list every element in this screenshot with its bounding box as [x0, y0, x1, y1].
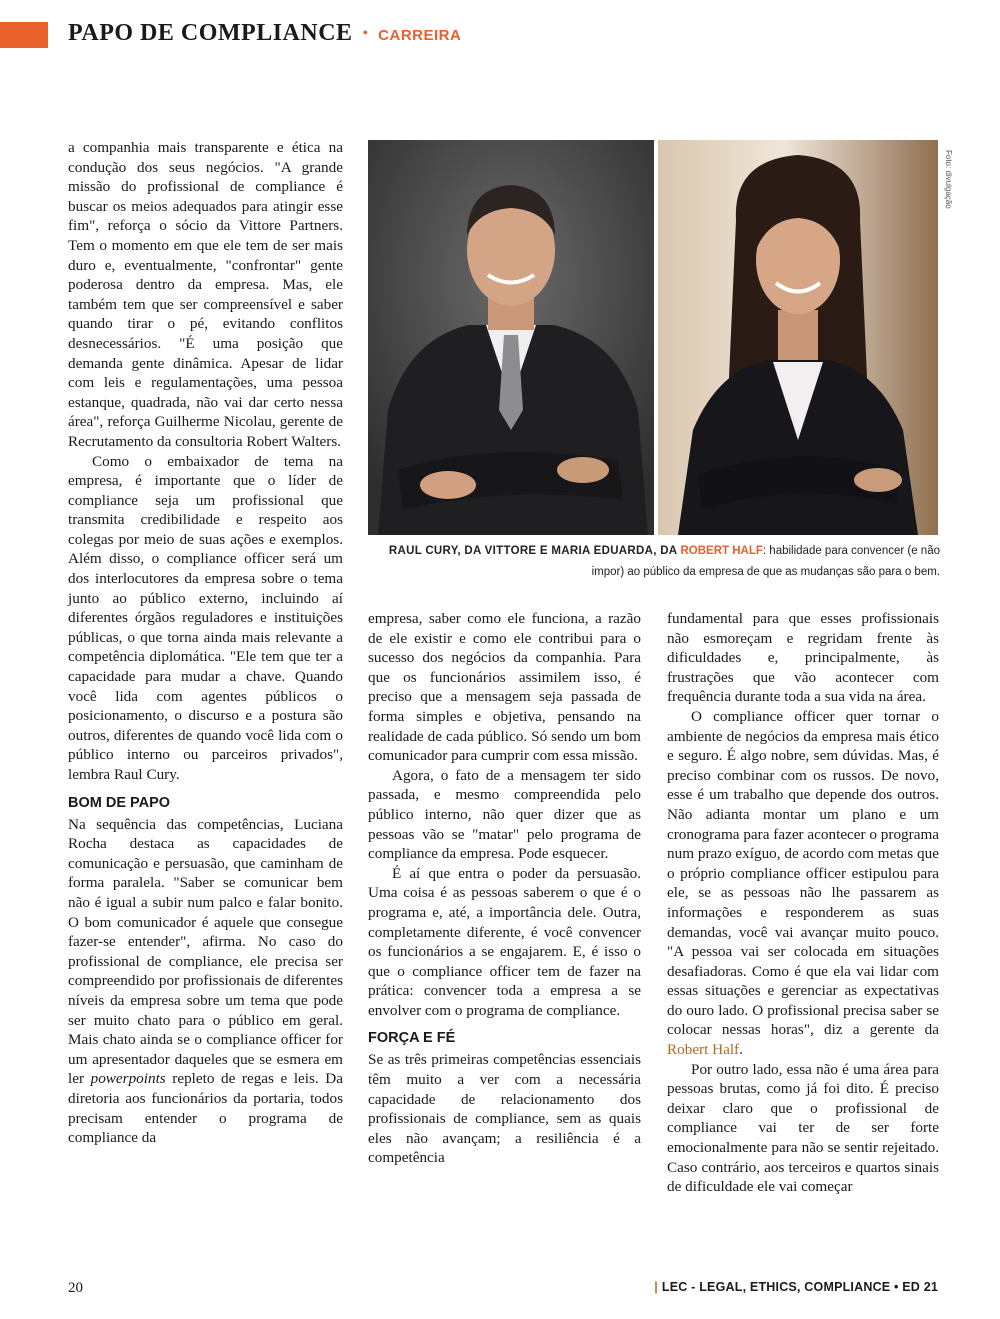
section-color-tab — [0, 22, 48, 48]
subheading-forca-e-fe: FORÇA E FÉ — [368, 1030, 456, 1047]
photo-credit: Foto: divulgação — [944, 150, 953, 209]
paragraph: a companhia mais transparente e ética na condução dos seus negócios. "A grande missão do profissional de compliance é buscar os meios adequados para atingir esse fim", reforça o sócio da Vittore Partners. Tem o momento em que ele tem de ser mais duro e, eventualmente, "confrontar" gente poderosa dentro da empresa. Mas, ele também tem que ser compreensível e saber quando tirar o pé, evitando conflitos desnecessários. "É uma posição que demanda gente dinâmica. Apesar de lidar com leis e regulamentações, uma pessoa estanque, quadrada, não vai dar certo nessa área", reforça Guilherme Nicolau, gerente de Recrutamento da consultoria Robert Walters. — [68, 139, 343, 450]
header-separator: • — [362, 25, 369, 42]
paragraph-text: . — [739, 1041, 743, 1059]
paragraph: Agora, o fato de a mensagem ter sido passada, e mesmo compreendida pelo público interno, não quer dizer que as pessoas vão se "matar" pelo programa de compliance da empresa. Pode esquecer. — [368, 766, 641, 863]
caption-company: ROBERT HALF — [680, 545, 763, 557]
paragraph: empresa, saber como ele funciona, a razão de ele existir e como ele contribui para o sucesso dos negócios da companhia. Para que os funcionários assimilem isso, é preciso que a mensagem seja passada de forma simples e objetiva, pensando na realidade de cada público. Só sendo um bom comunicador para cumprir com essa missão. — [368, 610, 641, 765]
caption-names: RAUL CURY, DA VITTORE E MARIA EDUARDA, DA — [388, 545, 681, 557]
paragraph-text: O compliance officer quer tornar o ambiente de negócios da empresa mais ético e seguro. É algo nobre, sem dúvidas. Mas, é preciso combinar com os russos. De novo, esse é um trabalho que depende dos outros. Não adianta montar um plano e um cronograma para fazer acontecer o programa num prazo exíguo, de acordo com metas que o próprio compliance officer estipulou para ele, se as pessoas não lhe passarem as informações e responderem as suas demandas, você vai avançar muito pouco. "A pessoa vai ser colocada em situações desafiadoras. Como é que ela vai lidar com essas situações e gerenciar as expectativas do ouro lado. O profissional precisa saber se colocar nessas horas", diz a gerente da — [667, 707, 939, 1039]
emphasis: powerpoints — [90, 1070, 166, 1088]
subsection-title: CARREIRA — [378, 27, 462, 44]
magazine-name: LEC - LEGAL, ETHICS, COMPLIANCE • ED 21 — [661, 1280, 938, 1294]
column-2 — [368, 609, 641, 1168]
paragraph-text: Na sequência das competências, Luciana Rocha destaca as capacidades de comunicação e persuasão, que caminham de forma paralela. "Saber se comunicar bem não é igual a subir num palco e falar bonito. O bom comunicador é aquele que consegue fazer-se entender", afirma. No caso do profissional de compliance, ele precisa ser compreendido por profissionais de diferentes níveis da empresa sobre um tema que pode ser muito chato para o público em geral. Mais chato ainda se o compliance officer for um apresentador daqueles que se esmera em ler — [68, 815, 343, 1088]
photo-caption — [368, 541, 940, 583]
subheading-bom-de-papo: BOM DE PAPO — [68, 794, 171, 811]
paragraph: fundamental para que esses profissionais não esmoreçam e regridam frente às dificuldades e, principalmente, às frustrações que vão acontecer com frequência durante toda a sua vida na área. — [667, 610, 939, 706]
paragraph: Se as três primeiras competências essenciais têm muito a ver com a necessária capacidade de relacionamento dos profissionais de compliance, sem as quais eles não avançam; a resiliência é a competência — [368, 1051, 641, 1167]
paragraph — [667, 707, 939, 1060]
paragraph: Como o embaixador de tema na empresa, é importante que o líder de compliance seja um profissional que transmita credibilidade e respeito aos colegas por meio de suas ações e exemplos. Além disso, o compliance officer será um dos interlocutores da empresa sobre o tema junto ao público externo, incluindo aí diferentes órgãos reguladores e instituições públicas, o que torna ainda mais relevante a competência diplomática. "Ele tem que ter a capacidade para mudar a chave. Quando você lida com agentes públicos o posicionamento, o discurso e a postura são outros, diferentes de quando você lida com o público interno ou parceiros privados", lembra Raul Cury. — [68, 452, 343, 783]
page-header — [68, 20, 461, 47]
column-1 — [68, 138, 343, 1148]
paragraph: É aí que entra o poder da persuasão. Uma coisa é as pessoas saberem o que é o programa e, até, a importância dele. Outra, completamente diferente, é você convencer os funcionários a se engajarem. E, é isso o que o compliance officer tem de fazer na prática: convencer toda a empresa a se envolver com o programa de compliance. — [368, 864, 641, 1019]
section-title: PAPO DE COMPLIANCE — [68, 20, 353, 46]
footer-bar: | — [654, 1280, 658, 1294]
caption-text: : habilidade para convencer (e não impor) ao público da empresa de que as mudanças são para o bem. — [591, 545, 940, 578]
column-3 — [667, 609, 939, 1197]
paragraph: Por outro lado, essa não é uma área para pessoas brutas, como já foi dito. É preciso deixar claro que o profissional de compliance vai ter de ser forte emocionalmente para não se sentir rejeitado. Caso contrário, aos terceiros e quartos sinais de dificuldade ele vai começar — [667, 1060, 939, 1196]
page-number: 20 — [68, 1280, 83, 1296]
photo-raul-cury — [368, 140, 654, 535]
photo-maria-eduarda — [658, 140, 938, 535]
magazine-footer — [654, 1280, 938, 1294]
woman-portrait-illustration — [658, 140, 938, 535]
paragraph-text: repleto de regas e leis. Da diretoria aos funcionários da portaria, todos precisam entender o programa de compliance da — [68, 1070, 343, 1147]
paragraph — [68, 815, 343, 1148]
man-portrait-illustration — [368, 140, 654, 535]
company-name-highlight: Robert Half — [667, 1041, 740, 1059]
